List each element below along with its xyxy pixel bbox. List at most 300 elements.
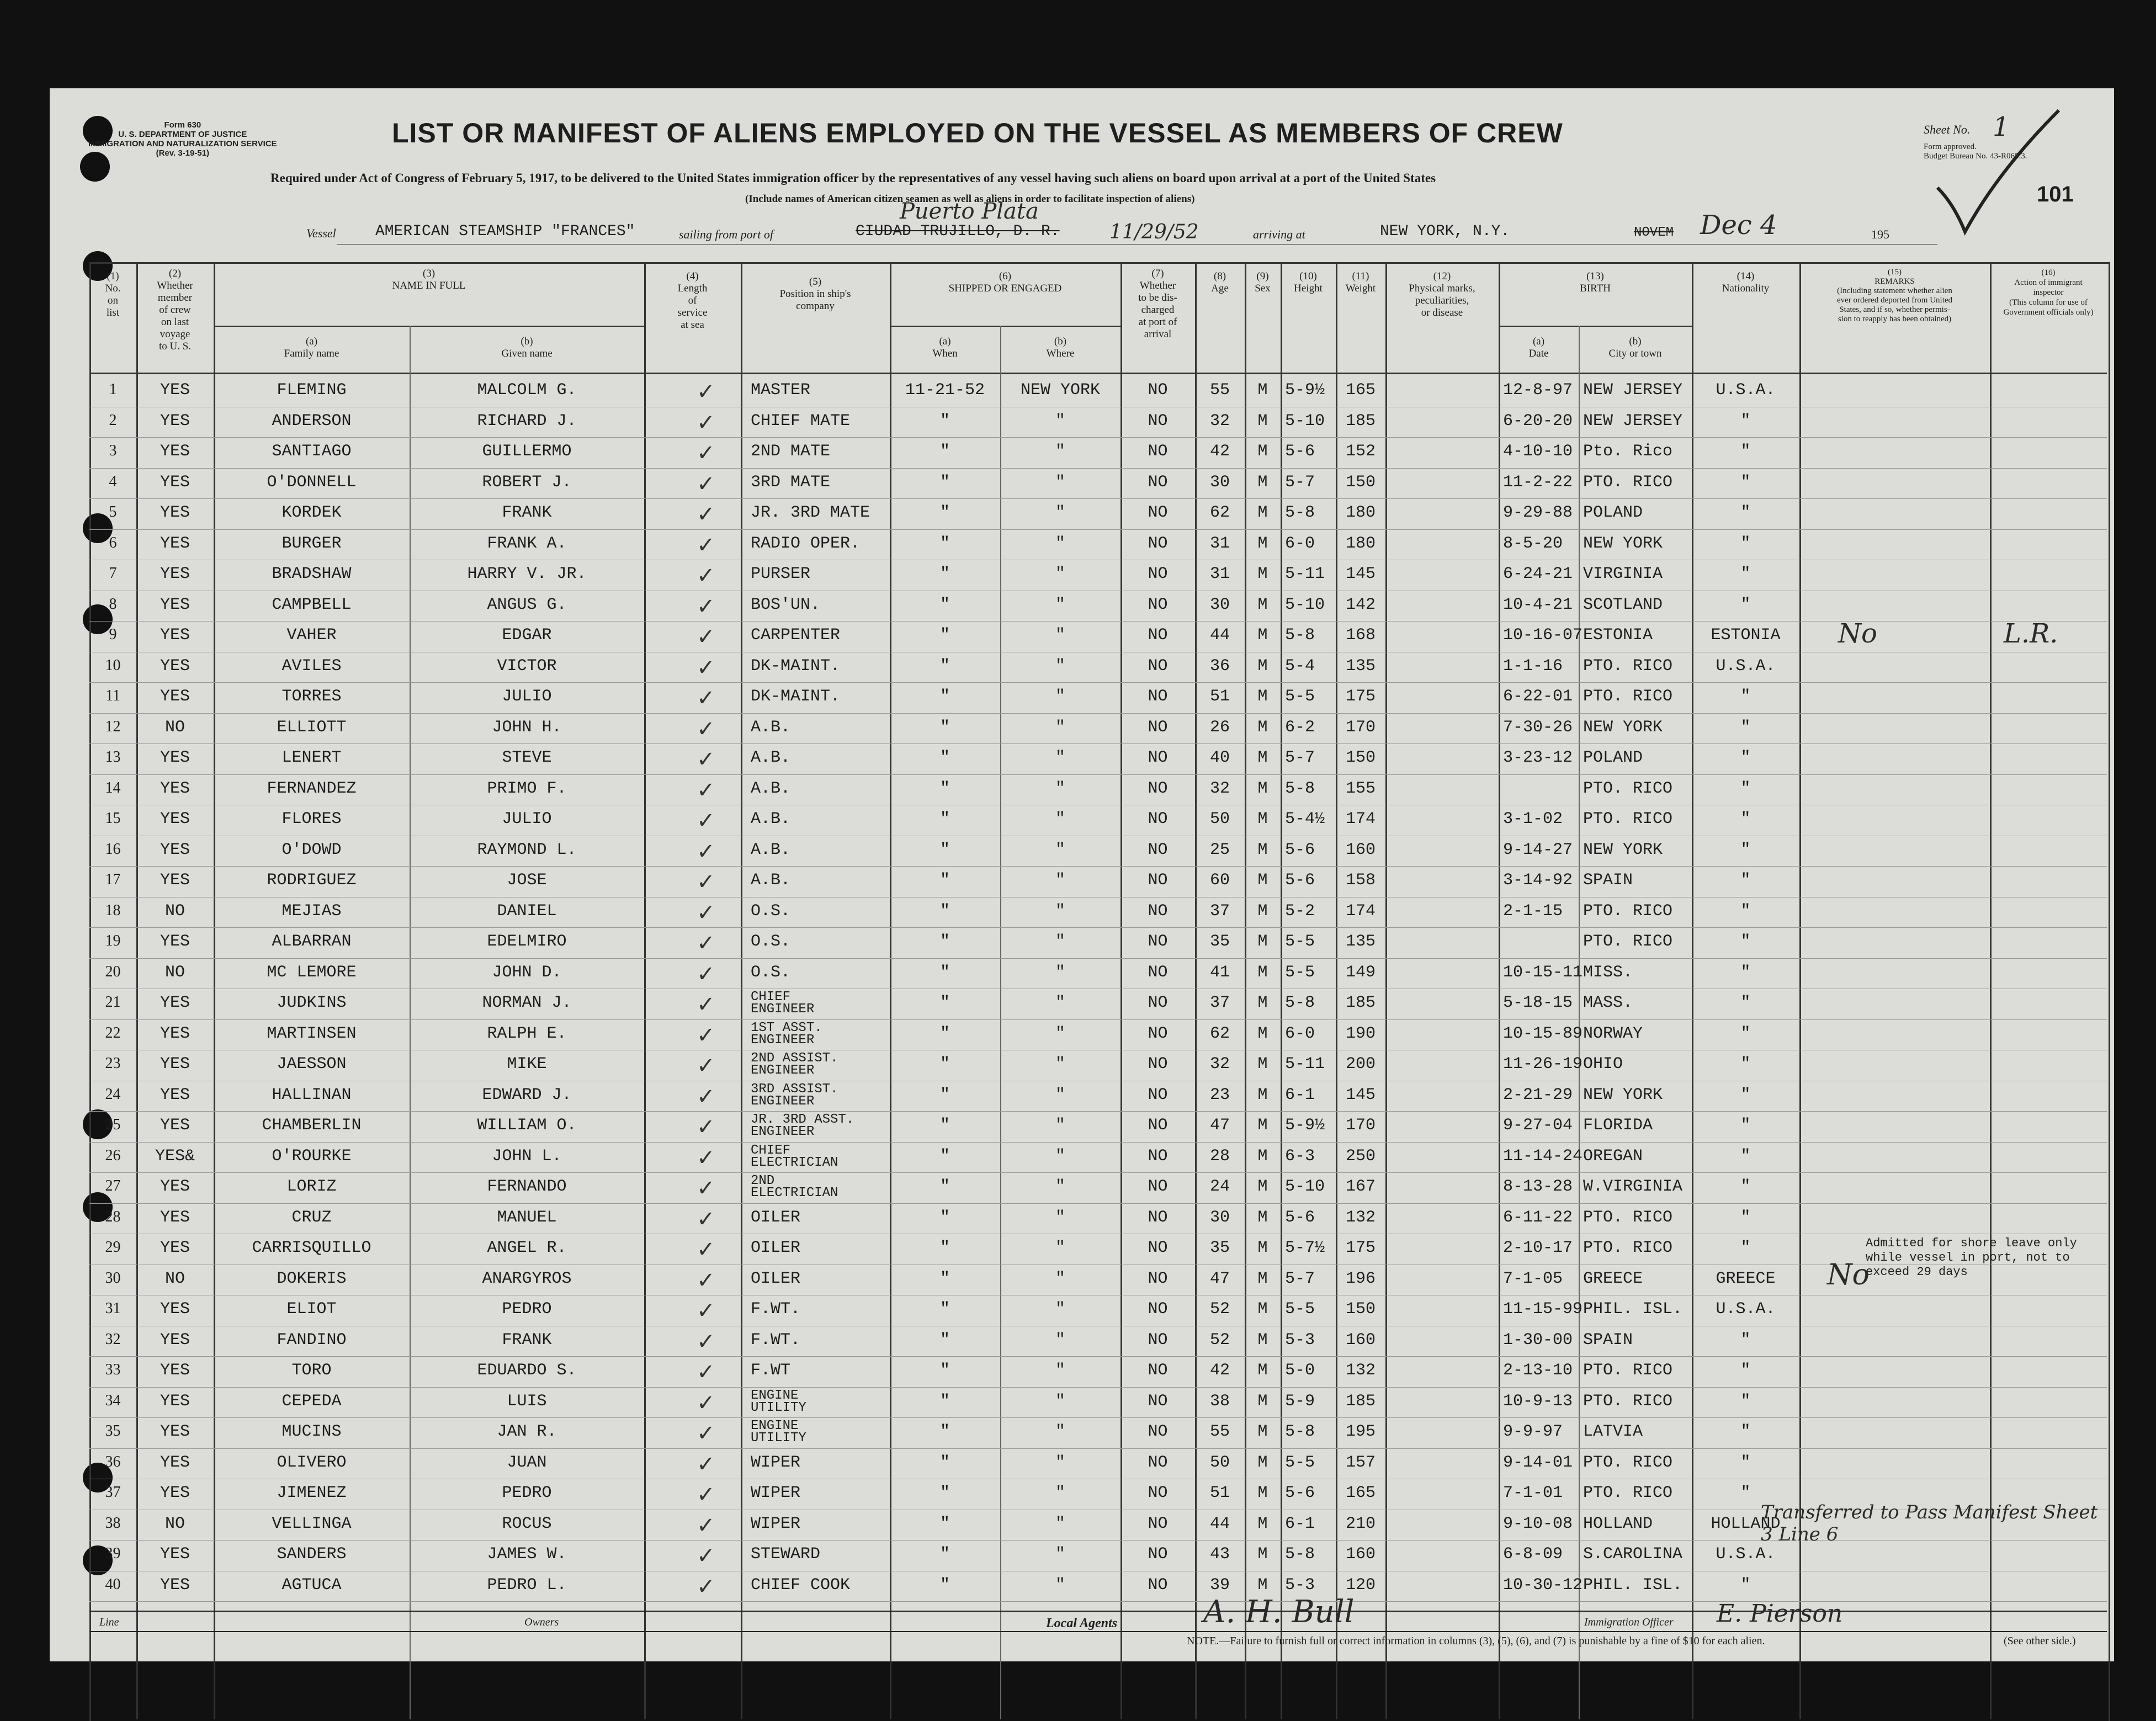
- age: 35: [1209, 932, 1230, 951]
- last-voyage: YES: [160, 1208, 190, 1227]
- sheet-no-value: 1: [1993, 111, 2010, 142]
- sex: M: [1257, 1177, 1268, 1196]
- family-name: OLIVERO: [277, 1453, 347, 1472]
- shipped-where: ": [1055, 748, 1065, 767]
- age: 40: [1209, 748, 1230, 767]
- given-name: JULIO: [502, 687, 552, 706]
- family-name: O'ROURKE: [272, 1146, 352, 1166]
- family-name: AGTUCA: [282, 1575, 342, 1595]
- shipped-where: ": [1055, 1575, 1065, 1595]
- shipped-when: ": [939, 1575, 950, 1595]
- birth-date: 4-10-10: [1503, 442, 1573, 461]
- family-name: CHAMBERLIN: [262, 1116, 362, 1135]
- birth-city: PTO. RICO: [1583, 901, 1673, 921]
- weight: 150: [1345, 748, 1376, 767]
- birth-date: 6-11-22: [1503, 1208, 1573, 1227]
- port-struck: CIUDAD TRUJILLO, D. R.: [856, 223, 1060, 240]
- row-number: 40: [105, 1575, 121, 1593]
- weight: 180: [1345, 534, 1376, 553]
- family-name: ELLIOTT: [277, 718, 347, 737]
- col-header-2-text: (2) Whether member of crew on last voyage to U. S.: [157, 268, 193, 352]
- birth-city: PTO. RICO: [1583, 810, 1673, 828]
- shipped-where: ": [1055, 503, 1065, 522]
- position: STEWARD: [751, 1545, 821, 1564]
- col-header-3a-text: (a) Family name: [284, 336, 339, 359]
- given-name: FERNANDO: [487, 1177, 567, 1196]
- height: 6-0: [1285, 1024, 1315, 1043]
- checkmark-icon: ✓: [697, 777, 715, 803]
- height: 5-11: [1285, 565, 1325, 583]
- table-row: [89, 1295, 2107, 1326]
- col-header-1: [89, 270, 136, 319]
- shipped-when: ": [939, 810, 950, 828]
- nationality: U.S.A.: [1716, 1545, 1776, 1564]
- shipped-when: ": [939, 1300, 950, 1319]
- col-header-13b-text: (b) City or town: [1608, 336, 1662, 359]
- col-header-15: [1799, 268, 1990, 324]
- position: DK-MAINT.: [751, 656, 841, 676]
- shipped-where: ": [1055, 1545, 1065, 1564]
- row-number: 26: [105, 1146, 121, 1164]
- shipped-when: ": [939, 1208, 950, 1227]
- checkmark-icon: ✓: [697, 1206, 715, 1231]
- action-row9: L.R.: [2004, 618, 2058, 649]
- nationality: ": [1740, 840, 1751, 859]
- birth-date: 9-9-97: [1503, 1422, 1563, 1441]
- row-number: 10: [105, 656, 121, 674]
- family-name: MUCINS: [282, 1422, 342, 1441]
- given-name: VICTOR: [497, 656, 557, 676]
- sex: M: [1257, 718, 1268, 737]
- checkmark-icon: ✓: [697, 931, 715, 955]
- nationality: ": [1740, 1484, 1751, 1502]
- footer-note: NOTE.—Failure to furnish full or correct information in columns (3), (5), (6), and (7) is punishable by a fine of $10 for each alien.: [1187, 1635, 1765, 1647]
- row-number: 34: [105, 1391, 121, 1409]
- nationality: ": [1740, 901, 1751, 921]
- shipped-where: ": [1055, 472, 1065, 492]
- discharge: NO: [1148, 901, 1168, 921]
- position: O.S.: [751, 963, 791, 982]
- sex: M: [1257, 1575, 1268, 1595]
- position: A.B.: [751, 810, 791, 828]
- row-number: 1: [109, 381, 117, 398]
- weight: 185: [1345, 411, 1376, 431]
- given-name: LUIS: [507, 1391, 547, 1411]
- given-name: JUAN: [507, 1453, 547, 1472]
- last-voyage: NO: [164, 901, 185, 921]
- remark-row9: No: [1838, 618, 1877, 649]
- given-name: RALPH E.: [487, 1024, 567, 1043]
- sex: M: [1257, 1055, 1268, 1074]
- last-voyage: YES: [160, 1177, 190, 1196]
- arriving-label: arriving at: [1253, 227, 1305, 241]
- nationality: U.S.A.: [1716, 656, 1776, 676]
- last-voyage: YES&: [155, 1146, 195, 1166]
- sailing-date: 11/29/52: [1109, 221, 1199, 243]
- birth-city: NEW YORK: [1583, 1085, 1663, 1104]
- footer-owners-label: Owners: [524, 1616, 559, 1628]
- table-row: [89, 1204, 2107, 1235]
- row-number: 7: [109, 565, 117, 582]
- birth-city: Pto. Rico: [1583, 442, 1673, 461]
- checkmark-icon: ✓: [697, 1329, 715, 1354]
- table-row: [89, 1050, 2107, 1081]
- row-number: 2: [109, 411, 117, 429]
- weight: 157: [1345, 1453, 1376, 1472]
- birth-date: 6-22-01: [1503, 687, 1573, 706]
- port-handwritten: Puerto Plata: [900, 199, 1039, 224]
- col-header-6a: [890, 336, 1000, 360]
- shipped-where: ": [1055, 718, 1065, 737]
- row-number: 17: [105, 871, 121, 888]
- shipped-when: ": [939, 442, 950, 461]
- family-name: FLEMING: [277, 381, 347, 400]
- shipped-where: ": [1055, 1085, 1065, 1104]
- checkmark-icon: ✓: [697, 838, 715, 864]
- sex: M: [1257, 442, 1268, 461]
- checkmark-icon: ✓: [697, 410, 715, 435]
- age: 32: [1209, 779, 1230, 798]
- checkmark-icon: ✓: [697, 502, 715, 527]
- last-voyage: YES: [160, 932, 190, 951]
- family-name: TORRES: [282, 687, 342, 706]
- age: 55: [1209, 1422, 1230, 1441]
- weight: 152: [1345, 442, 1376, 461]
- row-number: 18: [105, 901, 121, 919]
- nationality: ": [1740, 472, 1751, 492]
- family-name: DOKERIS: [277, 1269, 347, 1288]
- family-name: FERNANDEZ: [267, 779, 357, 798]
- nationality: ": [1740, 1361, 1751, 1380]
- shipped-when: ": [939, 1361, 950, 1380]
- shipped-when: ": [939, 565, 950, 583]
- birth-date: 8-5-20: [1503, 534, 1563, 553]
- family-name: MC LEMORE: [267, 963, 357, 982]
- checkmark-icon: ✓: [697, 1053, 715, 1078]
- sex: M: [1257, 901, 1268, 921]
- age: 25: [1209, 840, 1230, 859]
- table-row: [89, 1234, 2107, 1265]
- checkmark-icon: ✓: [697, 1114, 715, 1139]
- col-header-3-text: (3) NAME IN FULL: [392, 268, 466, 291]
- position: 3RD MATE: [751, 472, 831, 492]
- discharge: NO: [1148, 656, 1168, 676]
- col-header-7: [1121, 268, 1195, 341]
- shipped-when: ": [939, 779, 950, 798]
- checkmark-icon: ✓: [697, 1145, 715, 1170]
- shipped-when: 11-21-52: [905, 381, 985, 400]
- footer-see-other: (See other side.): [2004, 1635, 2076, 1647]
- height: 5-6: [1285, 871, 1315, 890]
- remark-row38-hand: Transferred to Pass Manifest Sheet 3 Line 6: [1761, 1501, 2098, 1545]
- family-name: JIMENEZ: [277, 1484, 347, 1502]
- shipped-when: ": [939, 1085, 950, 1104]
- birth-date: 9-14-27: [1503, 840, 1573, 859]
- family-name: KORDEK: [282, 503, 342, 522]
- birth-city: NEW YORK: [1583, 534, 1663, 553]
- table-row: [89, 438, 2107, 469]
- table-row: [89, 499, 2107, 530]
- nationality: ": [1740, 748, 1751, 767]
- shipped-where: ": [1055, 1300, 1065, 1319]
- position: OILER: [751, 1239, 801, 1257]
- weight: 145: [1345, 1085, 1376, 1104]
- sex: M: [1257, 1330, 1268, 1350]
- nationality: ": [1740, 1116, 1751, 1135]
- nationality: ": [1740, 994, 1751, 1012]
- year: 195: [1871, 227, 1889, 241]
- given-name: PRIMO F.: [487, 779, 567, 798]
- col-header-16-text: (16) Action of immigrant inspector (This column for use of Government officials only): [2003, 268, 2094, 317]
- discharge: NO: [1148, 1422, 1168, 1441]
- nationality: ": [1740, 1208, 1751, 1227]
- nationality: ": [1740, 565, 1751, 583]
- shipped-where: ": [1055, 994, 1065, 1012]
- checkmark-icon: ✓: [697, 1512, 715, 1538]
- table-row: [89, 867, 2107, 897]
- discharge: NO: [1148, 1055, 1168, 1074]
- shipped-where: ": [1055, 534, 1065, 553]
- shipped-where: ": [1055, 1177, 1065, 1196]
- nationality: U.S.A.: [1716, 381, 1776, 400]
- birth-city: POLAND: [1583, 503, 1643, 522]
- nationality: ": [1740, 810, 1751, 828]
- age: 31: [1209, 565, 1230, 583]
- table-row: [89, 775, 2107, 806]
- checkmark-icon: ✓: [697, 1176, 715, 1201]
- given-name: RICHARD J.: [477, 411, 577, 431]
- shipped-where: ": [1055, 810, 1065, 828]
- nationality: HOLLAND: [1711, 1514, 1781, 1533]
- nationality: ": [1740, 718, 1751, 737]
- birth-date: 10-15-11: [1503, 963, 1583, 982]
- nationality: ": [1740, 1330, 1751, 1350]
- budget-bureau-text: Budget Bureau No. 43-R065.3.: [1924, 152, 2027, 161]
- last-voyage: YES: [160, 748, 190, 767]
- family-name: AVILES: [282, 656, 342, 676]
- row-number: 37: [105, 1484, 121, 1501]
- last-voyage: YES: [160, 1330, 190, 1350]
- family-name: HALLINAN: [272, 1085, 352, 1104]
- shipped-where: ": [1055, 1484, 1065, 1502]
- col-header-10: [1281, 270, 1336, 295]
- form-approved-text: Form approved.: [1924, 142, 1977, 151]
- sex: M: [1257, 779, 1268, 798]
- height: 6-1: [1285, 1514, 1315, 1533]
- shipped-when: ": [939, 748, 950, 767]
- age: 37: [1209, 994, 1230, 1012]
- weight: 170: [1345, 718, 1376, 737]
- birth-city: NEW YORK: [1583, 718, 1663, 737]
- row-number: 29: [105, 1239, 121, 1256]
- last-voyage: YES: [160, 1239, 190, 1257]
- checkmark-icon: ✓: [697, 900, 715, 925]
- birth-city: FLORIDA: [1583, 1116, 1653, 1135]
- weight: 165: [1345, 1484, 1376, 1502]
- checkmark-icon: ✓: [697, 624, 715, 649]
- row-number: 20: [105, 963, 121, 980]
- sex: M: [1257, 932, 1268, 951]
- col-header-9-text: (9) Sex: [1255, 270, 1271, 294]
- last-voyage: YES: [160, 1085, 190, 1104]
- weight: 135: [1345, 932, 1376, 951]
- birth-date: 7-1-05: [1503, 1269, 1563, 1288]
- height: 5-5: [1285, 1300, 1315, 1319]
- sex: M: [1257, 1239, 1268, 1257]
- shipped-when: ": [939, 1177, 950, 1196]
- shipped-where: ": [1055, 1116, 1065, 1135]
- family-name: ALBARRAN: [272, 932, 352, 951]
- discharge: NO: [1148, 534, 1168, 553]
- height: 5-8: [1285, 994, 1315, 1012]
- col-header-3a: [214, 336, 410, 360]
- table-row: [89, 714, 2107, 745]
- weight: 170: [1345, 1116, 1376, 1135]
- weight: 145: [1345, 565, 1376, 583]
- shipped-where: NEW YORK: [1020, 381, 1101, 400]
- height: 5-8: [1285, 1545, 1315, 1564]
- birth-city: PHIL. ISL.: [1583, 1575, 1683, 1595]
- birth-city: ESTONIA: [1583, 626, 1653, 645]
- birth-city: OHIO: [1583, 1055, 1623, 1074]
- shipped-when: ": [939, 411, 950, 431]
- given-name: JOSE: [507, 871, 547, 890]
- weight: 160: [1345, 1330, 1376, 1350]
- row-number: 16: [105, 840, 121, 858]
- birth-city: OREGAN: [1583, 1146, 1643, 1166]
- given-name: PEDRO: [502, 1484, 552, 1502]
- birth-city: SPAIN: [1583, 871, 1633, 890]
- col-header-8-text: (8) Age: [1211, 270, 1229, 294]
- age: 32: [1209, 411, 1230, 431]
- sex: M: [1257, 1391, 1268, 1411]
- discharge: NO: [1148, 748, 1168, 767]
- given-name: ANARGYROS: [482, 1269, 572, 1288]
- rule: [890, 326, 1121, 327]
- nationality: ": [1740, 534, 1751, 553]
- col-header-10-text: (10) Height: [1294, 270, 1323, 294]
- birth-city: PTO. RICO: [1583, 1239, 1673, 1257]
- discharge: NO: [1148, 1361, 1168, 1380]
- checkmark-icon: ✓: [697, 655, 715, 680]
- arrival-date: Dec 4: [1700, 210, 1777, 241]
- position: CARPENTER: [751, 626, 841, 645]
- height: 5-6: [1285, 840, 1315, 859]
- position: OILER: [751, 1269, 801, 1288]
- family-name: TORO: [291, 1361, 332, 1380]
- given-name: FRANK: [502, 503, 552, 522]
- last-voyage: YES: [160, 1545, 190, 1564]
- position: 2ND ASSIST. ENGINEER: [751, 1051, 838, 1078]
- row-number: 25: [105, 1116, 121, 1133]
- checkmark-icon: ✓: [697, 1298, 715, 1323]
- weight: 142: [1345, 595, 1376, 614]
- table-row: [89, 1571, 2107, 1602]
- family-name: JAESSON: [277, 1055, 347, 1074]
- discharge: NO: [1148, 687, 1168, 706]
- birth-city: S.CAROLINA: [1583, 1545, 1683, 1564]
- position: CHIEF ELECTRICIAN: [751, 1143, 838, 1170]
- subtitle: Required under Act of Congress of February 5, 1917, to be delivered to the United States immigration officer by the representatives of any vessel having such aliens on board upon arrival at a port of the United States: [270, 171, 1436, 185]
- position: A.B.: [751, 748, 791, 767]
- position: JR. 3RD ASST. ENGINEER: [751, 1112, 854, 1139]
- col-header-13: [1499, 270, 1692, 295]
- sex: M: [1257, 1116, 1268, 1135]
- row-number: 8: [109, 595, 117, 613]
- height: 5-7: [1285, 748, 1315, 767]
- height: 5-6: [1285, 1484, 1315, 1502]
- nationality: ": [1740, 1422, 1751, 1441]
- sex: M: [1257, 1484, 1268, 1502]
- sex: M: [1257, 534, 1268, 553]
- last-voyage: YES: [160, 503, 190, 522]
- birth-city: PTO. RICO: [1583, 472, 1673, 492]
- given-name: ANGUS G.: [487, 595, 567, 614]
- position: A.B.: [751, 840, 791, 859]
- family-name: O'DOWD: [282, 840, 342, 859]
- last-voyage: YES: [160, 1484, 190, 1502]
- last-voyage: YES: [160, 1361, 190, 1380]
- last-voyage: YES: [160, 595, 190, 614]
- nationality: ": [1740, 1024, 1751, 1043]
- checkmark-icon: ✓: [697, 1083, 715, 1109]
- position: RADIO OPER.: [751, 534, 861, 553]
- age: 50: [1209, 1453, 1230, 1472]
- table-row: [89, 1112, 2107, 1143]
- service: IMMIGRATION AND NATURALIZATION SERVICE: [88, 139, 277, 148]
- given-name: MALCOLM G.: [477, 381, 577, 400]
- position: F.WT: [751, 1361, 791, 1380]
- weight: 150: [1345, 472, 1376, 492]
- table-row: [89, 1326, 2107, 1357]
- age: 30: [1209, 595, 1230, 614]
- shipped-where: ": [1055, 442, 1065, 461]
- family-name: BURGER: [282, 534, 342, 553]
- shipped-when: ": [939, 1484, 950, 1502]
- shipped-where: ": [1055, 1330, 1065, 1350]
- given-name: RAYMOND L.: [477, 840, 577, 859]
- checkmark-icon: ✓: [697, 593, 715, 619]
- checkmark-icon: ✓: [697, 1451, 715, 1476]
- shipped-where: ": [1055, 779, 1065, 798]
- row-number: 22: [105, 1024, 121, 1042]
- given-name: GUILLERMO: [482, 442, 572, 461]
- given-name: STEVE: [502, 748, 552, 767]
- table-row: [89, 1173, 2107, 1204]
- nationality: ": [1740, 1055, 1751, 1074]
- row-number: 36: [105, 1453, 121, 1470]
- table-row: [89, 530, 2107, 561]
- sex: M: [1257, 871, 1268, 890]
- rule: [214, 326, 644, 327]
- last-voyage: NO: [164, 1514, 185, 1533]
- height: 5-10: [1285, 595, 1325, 614]
- table-row: [89, 591, 2107, 622]
- nationality: ": [1740, 687, 1751, 706]
- age: 32: [1209, 1055, 1230, 1074]
- given-name: JOHN H.: [492, 718, 562, 737]
- position: 2ND MATE: [751, 442, 831, 461]
- birth-date: 10-9-13: [1503, 1391, 1573, 1411]
- nationality: ": [1740, 503, 1751, 522]
- shipped-where: ": [1055, 932, 1065, 951]
- given-name: HARRY V. JR.: [467, 565, 587, 583]
- position: OILER: [751, 1208, 801, 1227]
- row-number: 11: [105, 687, 120, 704]
- row-number: 39: [105, 1545, 121, 1562]
- family-name: FLORES: [282, 810, 342, 828]
- birth-city: NORWAY: [1583, 1024, 1643, 1043]
